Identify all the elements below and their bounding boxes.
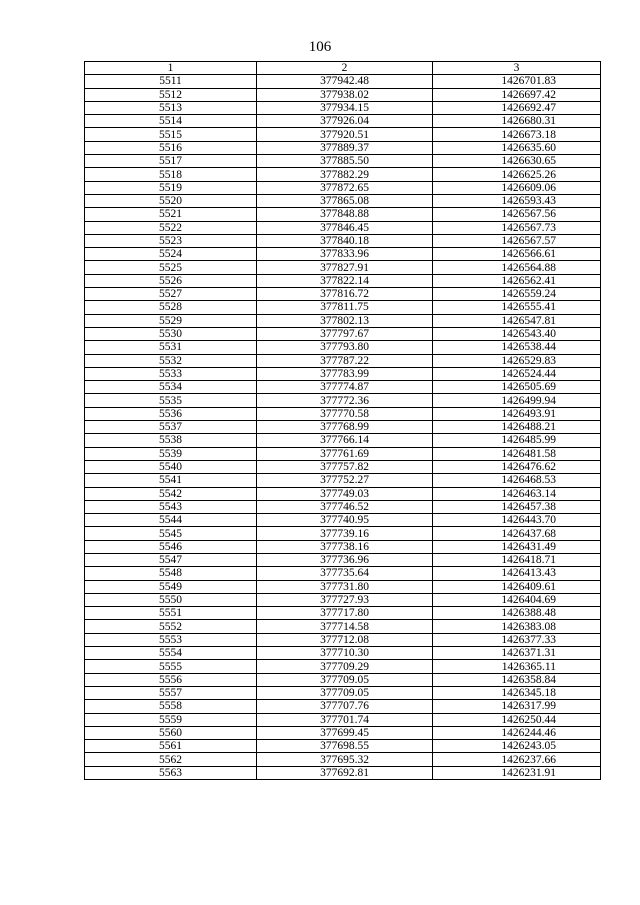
table-row bbox=[85, 128, 601, 141]
table-row bbox=[85, 407, 601, 420]
x-coordinate-cell: 377802.13 bbox=[257, 314, 433, 327]
y-coordinate-cell: 1426609.06 bbox=[433, 181, 601, 194]
x-coordinate-cell: 377768.99 bbox=[257, 421, 433, 434]
y-coordinate-cell: 1426409.61 bbox=[433, 580, 601, 593]
x-coordinate-cell: 377717.80 bbox=[257, 607, 433, 620]
table-row bbox=[85, 327, 601, 340]
y-coordinate-cell: 1426562.41 bbox=[433, 274, 601, 287]
table-row bbox=[85, 553, 601, 566]
y-coordinate-cell: 1426524.44 bbox=[433, 367, 601, 380]
point-number-cell: 5546 bbox=[85, 540, 257, 553]
y-coordinate-cell: 1426547.81 bbox=[433, 314, 601, 327]
table-row bbox=[85, 101, 601, 114]
table-row bbox=[85, 514, 601, 527]
x-coordinate-cell: 377749.03 bbox=[257, 487, 433, 500]
column-header-2: 2 bbox=[257, 62, 433, 75]
table-row bbox=[85, 434, 601, 447]
y-coordinate-cell: 1426529.83 bbox=[433, 354, 601, 367]
x-coordinate-cell: 377793.80 bbox=[257, 341, 433, 354]
column-header-1: 1 bbox=[85, 62, 257, 75]
point-number-cell: 5551 bbox=[85, 607, 257, 620]
y-coordinate-cell: 1426237.66 bbox=[433, 753, 601, 766]
x-coordinate-cell: 377942.48 bbox=[257, 75, 433, 88]
point-number-cell: 5544 bbox=[85, 514, 257, 527]
table-row bbox=[85, 261, 601, 274]
y-coordinate-cell: 1426468.53 bbox=[433, 474, 601, 487]
table-row bbox=[85, 421, 601, 434]
point-number-cell: 5562 bbox=[85, 753, 257, 766]
x-coordinate-cell: 377710.30 bbox=[257, 647, 433, 660]
y-coordinate-cell: 1426488.21 bbox=[433, 421, 601, 434]
table-row bbox=[85, 301, 601, 314]
x-coordinate-cell: 377701.74 bbox=[257, 713, 433, 726]
y-coordinate-cell: 1426555.41 bbox=[433, 301, 601, 314]
table-row bbox=[85, 208, 601, 221]
x-coordinate-cell: 377882.29 bbox=[257, 168, 433, 181]
x-coordinate-cell: 377926.04 bbox=[257, 115, 433, 128]
y-coordinate-cell: 1426365.11 bbox=[433, 660, 601, 673]
point-number-cell: 5529 bbox=[85, 314, 257, 327]
x-coordinate-cell: 377735.64 bbox=[257, 567, 433, 580]
point-number-cell: 5512 bbox=[85, 88, 257, 101]
y-coordinate-cell: 1426625.26 bbox=[433, 168, 601, 181]
point-number-cell: 5560 bbox=[85, 726, 257, 739]
x-coordinate-cell: 377712.08 bbox=[257, 633, 433, 646]
y-coordinate-cell: 1426371.31 bbox=[433, 647, 601, 660]
table-row bbox=[85, 141, 601, 154]
x-coordinate-cell: 377872.65 bbox=[257, 181, 433, 194]
table-row bbox=[85, 115, 601, 128]
y-coordinate-cell: 1426413.43 bbox=[433, 567, 601, 580]
table-row bbox=[85, 394, 601, 407]
x-coordinate-cell: 377865.08 bbox=[257, 194, 433, 207]
y-coordinate-cell: 1426463.14 bbox=[433, 487, 601, 500]
y-coordinate-cell: 1426476.62 bbox=[433, 460, 601, 473]
y-coordinate-cell: 1426485.99 bbox=[433, 434, 601, 447]
table-row bbox=[85, 221, 601, 234]
point-number-cell: 5556 bbox=[85, 673, 257, 686]
y-coordinate-cell: 1426635.60 bbox=[433, 141, 601, 154]
x-coordinate-cell: 377846.45 bbox=[257, 221, 433, 234]
y-coordinate-cell: 1426567.56 bbox=[433, 208, 601, 221]
table-row bbox=[85, 580, 601, 593]
point-number-cell: 5550 bbox=[85, 593, 257, 606]
x-coordinate-cell: 377709.05 bbox=[257, 673, 433, 686]
table-row bbox=[85, 500, 601, 513]
x-coordinate-cell: 377938.02 bbox=[257, 88, 433, 101]
y-coordinate-cell: 1426692.47 bbox=[433, 101, 601, 114]
x-coordinate-cell: 377736.96 bbox=[257, 553, 433, 566]
x-coordinate-cell: 377738.16 bbox=[257, 540, 433, 553]
y-coordinate-cell: 1426566.61 bbox=[433, 248, 601, 261]
table-row bbox=[85, 341, 601, 354]
x-coordinate-cell: 377783.99 bbox=[257, 367, 433, 380]
x-coordinate-cell: 377811.75 bbox=[257, 301, 433, 314]
table-body bbox=[85, 75, 601, 780]
table-row bbox=[85, 354, 601, 367]
page-number: 106 bbox=[308, 39, 332, 55]
x-coordinate-cell: 377770.58 bbox=[257, 407, 433, 420]
x-coordinate-cell: 377707.76 bbox=[257, 700, 433, 713]
y-coordinate-cell: 1426481.58 bbox=[433, 447, 601, 460]
y-coordinate-cell: 1426437.68 bbox=[433, 527, 601, 540]
point-number-cell: 5543 bbox=[85, 500, 257, 513]
table-row bbox=[85, 447, 601, 460]
point-number-cell: 5559 bbox=[85, 713, 257, 726]
x-coordinate-cell: 377714.58 bbox=[257, 620, 433, 633]
y-coordinate-cell: 1426358.84 bbox=[433, 673, 601, 686]
y-coordinate-cell: 1426701.83 bbox=[433, 75, 601, 88]
x-coordinate-cell: 377740.95 bbox=[257, 514, 433, 527]
point-number-cell: 5545 bbox=[85, 527, 257, 540]
point-number-cell: 5525 bbox=[85, 261, 257, 274]
y-coordinate-cell: 1426431.49 bbox=[433, 540, 601, 553]
table-row bbox=[85, 700, 601, 713]
x-coordinate-cell: 377774.87 bbox=[257, 381, 433, 394]
x-coordinate-cell: 377885.50 bbox=[257, 155, 433, 168]
table-row bbox=[85, 713, 601, 726]
point-number-cell: 5519 bbox=[85, 181, 257, 194]
table-row bbox=[85, 367, 601, 380]
point-number-cell: 5531 bbox=[85, 341, 257, 354]
y-coordinate-cell: 1426567.57 bbox=[433, 234, 601, 247]
table-row bbox=[85, 75, 601, 88]
y-coordinate-cell: 1426345.18 bbox=[433, 686, 601, 699]
x-coordinate-cell: 377709.29 bbox=[257, 660, 433, 673]
y-coordinate-cell: 1426680.31 bbox=[433, 115, 601, 128]
table-row bbox=[85, 234, 601, 247]
x-coordinate-cell: 377695.32 bbox=[257, 753, 433, 766]
x-coordinate-cell: 377920.51 bbox=[257, 128, 433, 141]
point-number-cell: 5534 bbox=[85, 381, 257, 394]
x-coordinate-cell: 377840.18 bbox=[257, 234, 433, 247]
point-number-cell: 5535 bbox=[85, 394, 257, 407]
x-coordinate-cell: 377698.55 bbox=[257, 740, 433, 753]
y-coordinate-cell: 1426250.44 bbox=[433, 713, 601, 726]
coordinates-table bbox=[84, 61, 601, 780]
point-number-cell: 5539 bbox=[85, 447, 257, 460]
point-number-cell: 5514 bbox=[85, 115, 257, 128]
x-coordinate-cell: 377746.52 bbox=[257, 500, 433, 513]
x-coordinate-cell: 377889.37 bbox=[257, 141, 433, 154]
point-number-cell: 5511 bbox=[85, 75, 257, 88]
x-coordinate-cell: 377934.15 bbox=[257, 101, 433, 114]
x-coordinate-cell: 377797.67 bbox=[257, 327, 433, 340]
point-number-cell: 5542 bbox=[85, 487, 257, 500]
point-number-cell: 5548 bbox=[85, 567, 257, 580]
table-row bbox=[85, 288, 601, 301]
column-header-3: 3 bbox=[433, 62, 601, 75]
x-coordinate-cell: 377692.81 bbox=[257, 766, 433, 779]
x-coordinate-cell: 377766.14 bbox=[257, 434, 433, 447]
y-coordinate-cell: 1426457.38 bbox=[433, 500, 601, 513]
y-coordinate-cell: 1426499.94 bbox=[433, 394, 601, 407]
table-row bbox=[85, 686, 601, 699]
x-coordinate-cell: 377731.80 bbox=[257, 580, 433, 593]
y-coordinate-cell: 1426538.44 bbox=[433, 341, 601, 354]
point-number-cell: 5515 bbox=[85, 128, 257, 141]
point-number-cell: 5536 bbox=[85, 407, 257, 420]
point-number-cell: 5522 bbox=[85, 221, 257, 234]
y-coordinate-cell: 1426377.33 bbox=[433, 633, 601, 646]
y-coordinate-cell: 1426443.70 bbox=[433, 514, 601, 527]
table-row bbox=[85, 540, 601, 553]
x-coordinate-cell: 377757.82 bbox=[257, 460, 433, 473]
point-number-cell: 5549 bbox=[85, 580, 257, 593]
y-coordinate-cell: 1426404.69 bbox=[433, 593, 601, 606]
table-row bbox=[85, 155, 601, 168]
x-coordinate-cell: 377822.14 bbox=[257, 274, 433, 287]
point-number-cell: 5537 bbox=[85, 421, 257, 434]
table-row bbox=[85, 527, 601, 540]
point-number-cell: 5517 bbox=[85, 155, 257, 168]
point-number-cell: 5538 bbox=[85, 434, 257, 447]
table-row bbox=[85, 460, 601, 473]
point-number-cell: 5528 bbox=[85, 301, 257, 314]
y-coordinate-cell: 1426567.73 bbox=[433, 221, 601, 234]
point-number-cell: 5520 bbox=[85, 194, 257, 207]
table-row bbox=[85, 381, 601, 394]
point-number-cell: 5541 bbox=[85, 474, 257, 487]
y-coordinate-cell: 1426559.24 bbox=[433, 288, 601, 301]
table-row bbox=[85, 88, 601, 101]
x-coordinate-cell: 377816.72 bbox=[257, 288, 433, 301]
y-coordinate-cell: 1426383.08 bbox=[433, 620, 601, 633]
point-number-cell: 5530 bbox=[85, 327, 257, 340]
y-coordinate-cell: 1426673.18 bbox=[433, 128, 601, 141]
x-coordinate-cell: 377727.93 bbox=[257, 593, 433, 606]
table-row bbox=[85, 607, 601, 620]
point-number-cell: 5554 bbox=[85, 647, 257, 660]
point-number-cell: 5513 bbox=[85, 101, 257, 114]
x-coordinate-cell: 377699.45 bbox=[257, 726, 433, 739]
table-row bbox=[85, 673, 601, 686]
table-row bbox=[85, 274, 601, 287]
table-row bbox=[85, 620, 601, 633]
table-row bbox=[85, 567, 601, 580]
table-row bbox=[85, 660, 601, 673]
y-coordinate-cell: 1426244.46 bbox=[433, 726, 601, 739]
point-number-cell: 5563 bbox=[85, 766, 257, 779]
point-number-cell: 5561 bbox=[85, 740, 257, 753]
table-row bbox=[85, 487, 601, 500]
y-coordinate-cell: 1426493.91 bbox=[433, 407, 601, 420]
table-row bbox=[85, 168, 601, 181]
point-number-cell: 5518 bbox=[85, 168, 257, 181]
table-header-row bbox=[85, 62, 601, 75]
x-coordinate-cell: 377752.27 bbox=[257, 474, 433, 487]
point-number-cell: 5533 bbox=[85, 367, 257, 380]
y-coordinate-cell: 1426505.69 bbox=[433, 381, 601, 394]
table-row bbox=[85, 753, 601, 766]
point-number-cell: 5552 bbox=[85, 620, 257, 633]
x-coordinate-cell: 377848.88 bbox=[257, 208, 433, 221]
table-row bbox=[85, 194, 601, 207]
point-number-cell: 5524 bbox=[85, 248, 257, 261]
y-coordinate-cell: 1426697.42 bbox=[433, 88, 601, 101]
x-coordinate-cell: 377739.16 bbox=[257, 527, 433, 540]
y-coordinate-cell: 1426418.71 bbox=[433, 553, 601, 566]
table-row bbox=[85, 248, 601, 261]
point-number-cell: 5516 bbox=[85, 141, 257, 154]
table-row bbox=[85, 740, 601, 753]
point-number-cell: 5521 bbox=[85, 208, 257, 221]
table-row bbox=[85, 181, 601, 194]
y-coordinate-cell: 1426543.40 bbox=[433, 327, 601, 340]
point-number-cell: 5547 bbox=[85, 553, 257, 566]
point-number-cell: 5523 bbox=[85, 234, 257, 247]
x-coordinate-cell: 377833.96 bbox=[257, 248, 433, 261]
y-coordinate-cell: 1426317.99 bbox=[433, 700, 601, 713]
point-number-cell: 5555 bbox=[85, 660, 257, 673]
table-row bbox=[85, 314, 601, 327]
table-row bbox=[85, 647, 601, 660]
table-row bbox=[85, 726, 601, 739]
y-coordinate-cell: 1426243.05 bbox=[433, 740, 601, 753]
table-row bbox=[85, 766, 601, 779]
point-number-cell: 5553 bbox=[85, 633, 257, 646]
y-coordinate-cell: 1426564.88 bbox=[433, 261, 601, 274]
y-coordinate-cell: 1426231.91 bbox=[433, 766, 601, 779]
x-coordinate-cell: 377761.69 bbox=[257, 447, 433, 460]
y-coordinate-cell: 1426630.65 bbox=[433, 155, 601, 168]
y-coordinate-cell: 1426388.48 bbox=[433, 607, 601, 620]
point-number-cell: 5527 bbox=[85, 288, 257, 301]
point-number-cell: 5558 bbox=[85, 700, 257, 713]
x-coordinate-cell: 377787.22 bbox=[257, 354, 433, 367]
y-coordinate-cell: 1426593.43 bbox=[433, 194, 601, 207]
x-coordinate-cell: 377772.36 bbox=[257, 394, 433, 407]
point-number-cell: 5540 bbox=[85, 460, 257, 473]
point-number-cell: 5526 bbox=[85, 274, 257, 287]
x-coordinate-cell: 377827.91 bbox=[257, 261, 433, 274]
point-number-cell: 5557 bbox=[85, 686, 257, 699]
x-coordinate-cell: 377709.05 bbox=[257, 686, 433, 699]
point-number-cell: 5532 bbox=[85, 354, 257, 367]
table-row bbox=[85, 593, 601, 606]
table-row bbox=[85, 633, 601, 646]
table-row bbox=[85, 474, 601, 487]
